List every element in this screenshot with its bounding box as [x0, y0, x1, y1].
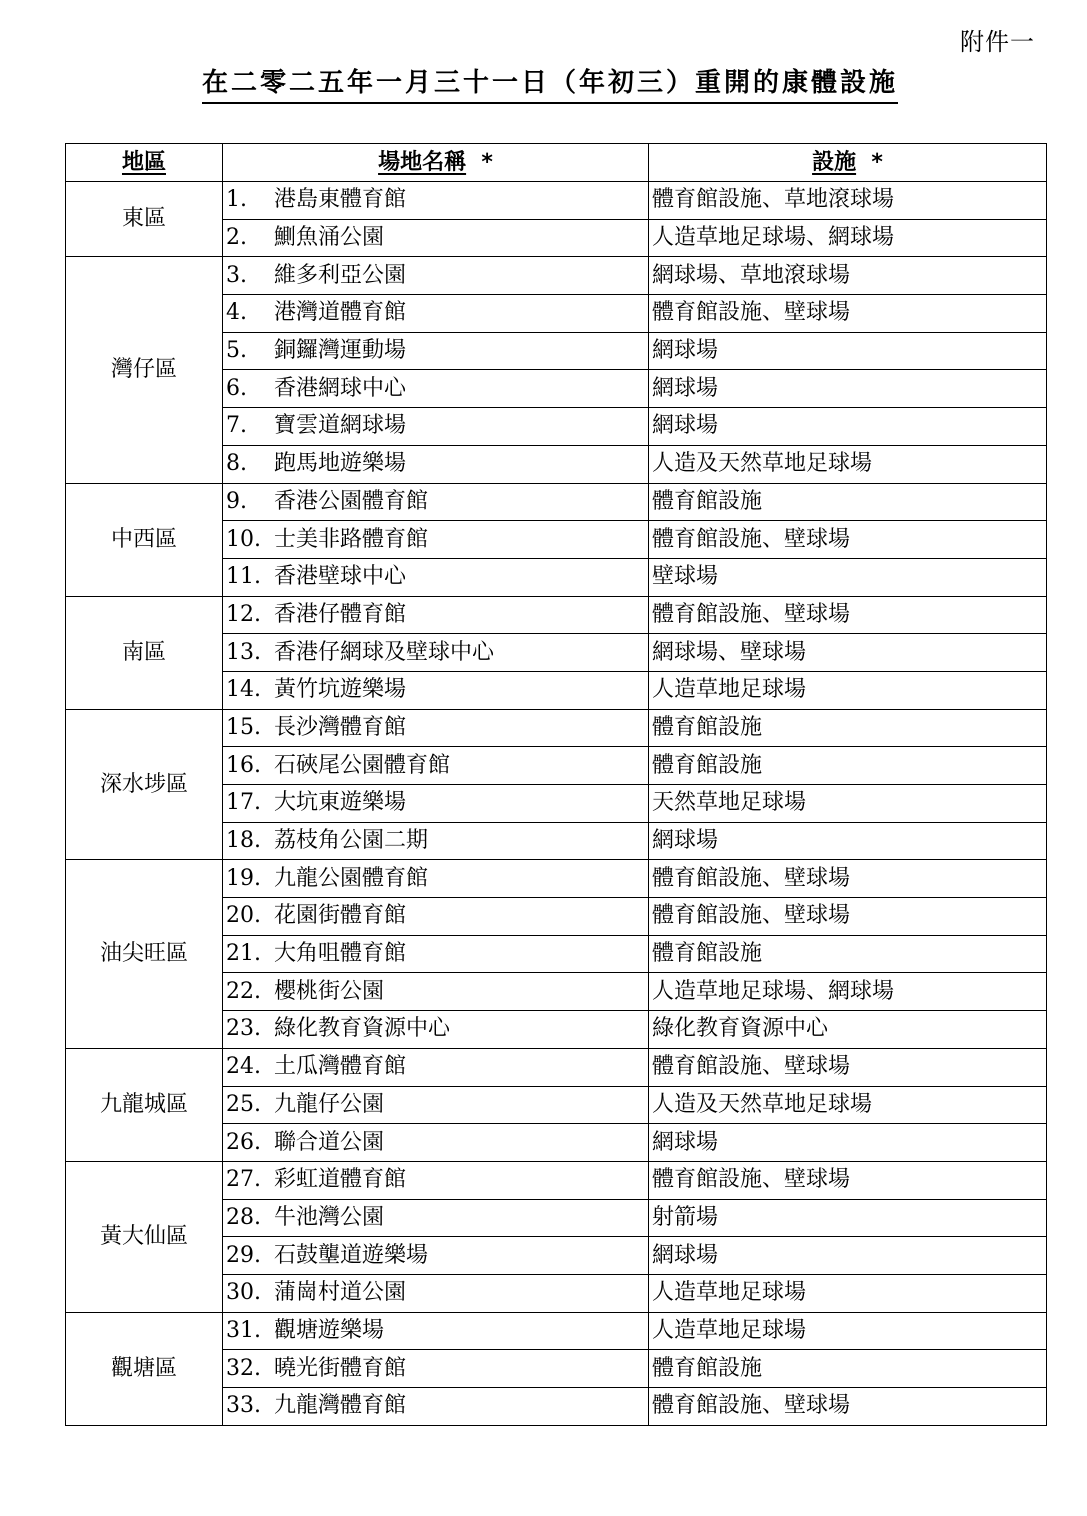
venue-cell	[223, 935, 649, 973]
row-number: 24.	[226, 1054, 261, 1080]
row-number: 6.	[226, 375, 247, 401]
venue-cell	[223, 860, 649, 898]
venue-cell	[223, 1124, 649, 1162]
table-body	[66, 182, 1047, 1426]
row-number: 14.	[226, 677, 261, 703]
district-cell: 東區	[66, 182, 223, 257]
row-number: 31.	[226, 1317, 261, 1343]
venue-cell	[223, 709, 649, 747]
header-facility-label: 設施	[812, 149, 857, 175]
facility-cell: 人造草地足球場、網球場	[649, 973, 1047, 1011]
facility-cell: 體育館設施、壁球場	[649, 521, 1047, 559]
row-number: 25.	[226, 1091, 261, 1117]
table-row	[66, 596, 1047, 634]
venue-name: 土瓜灣體育館	[274, 1054, 407, 1080]
row-number: 8.	[226, 451, 247, 477]
venue-name: 港島東體育館	[274, 187, 407, 213]
facility-cell: 人造及天然草地足球場	[649, 445, 1047, 483]
venue-cell	[223, 671, 649, 709]
document-title-text: 在二零二五年一月三十一日（年初三）重開的康體設施	[202, 68, 898, 104]
facility-cell: 壁球場	[649, 558, 1047, 596]
venue-name: 石硤尾公園體育館	[274, 752, 451, 778]
facility-cell: 體育館設施、草地滾球場	[649, 182, 1047, 220]
venue-cell	[223, 1388, 649, 1426]
facility-cell: 體育館設施	[649, 747, 1047, 785]
venue-name: 九龍公園體育館	[274, 865, 429, 891]
facility-cell: 人造草地足球場、網球場	[649, 219, 1047, 257]
venue-cell	[223, 1086, 649, 1124]
row-number: 20.	[226, 903, 261, 929]
venue-cell	[223, 521, 649, 559]
facility-cell: 射箭場	[649, 1199, 1047, 1237]
row-number: 33.	[226, 1393, 261, 1419]
facility-cell: 人造草地足球場	[649, 1274, 1047, 1312]
facility-cell: 網球場	[649, 408, 1047, 446]
row-number: 28.	[226, 1204, 261, 1230]
district-cell: 深水埗區	[66, 709, 223, 860]
facility-cell: 體育館設施	[649, 935, 1047, 973]
facility-cell: 體育館設施、壁球場	[649, 1388, 1047, 1426]
venue-name: 香港公園體育館	[274, 488, 429, 514]
venue-cell	[223, 219, 649, 257]
venue-name: 跑馬地遊樂場	[274, 451, 407, 477]
venue-name: 九龍灣體育館	[274, 1393, 407, 1419]
facility-cell: 網球場、壁球場	[649, 634, 1047, 672]
venue-name: 九龍仔公園	[274, 1091, 385, 1117]
row-number: 29.	[226, 1242, 261, 1268]
header-venue-label: 場地名稱	[378, 149, 467, 175]
venue-cell	[223, 370, 649, 408]
row-number: 26.	[226, 1129, 261, 1155]
row-number: 32.	[226, 1355, 261, 1381]
facility-cell: 體育館設施、壁球場	[649, 1048, 1047, 1086]
facilities-table	[65, 143, 1047, 1426]
venue-name: 銅鑼灣運動場	[274, 338, 407, 364]
facility-cell: 體育館設施、壁球場	[649, 596, 1047, 634]
header-facility-asterisk: *	[871, 149, 883, 175]
table-row	[66, 182, 1047, 220]
row-number: 16.	[226, 752, 261, 778]
venue-name: 港灣道體育館	[274, 300, 407, 326]
header-district-label: 地區	[121, 149, 166, 175]
facility-cell: 網球場	[649, 1237, 1047, 1275]
venue-name: 黃竹坑遊樂場	[274, 677, 407, 703]
annex-label: 附件一	[960, 28, 1035, 56]
row-number: 15.	[226, 714, 261, 740]
venue-name: 大坑東遊樂場	[274, 790, 407, 816]
venue-cell	[223, 295, 649, 333]
venue-cell	[223, 822, 649, 860]
table-row	[66, 709, 1047, 747]
district-cell: 九龍城區	[66, 1048, 223, 1161]
venue-name: 荔枝角公園二期	[274, 828, 429, 854]
venue-cell	[223, 1011, 649, 1049]
venue-name: 觀塘遊樂場	[274, 1317, 385, 1343]
facility-cell: 網球場	[649, 332, 1047, 370]
header-district	[66, 144, 223, 182]
facility-cell: 網球場	[649, 370, 1047, 408]
venue-cell	[223, 408, 649, 446]
venue-name: 石鼓壟道遊樂場	[274, 1242, 429, 1268]
facility-cell: 體育館設施、壁球場	[649, 860, 1047, 898]
row-number: 22.	[226, 978, 261, 1004]
facility-cell: 人造及天然草地足球場	[649, 1086, 1047, 1124]
venue-cell	[223, 1237, 649, 1275]
venue-name: 香港壁球中心	[274, 564, 407, 590]
facility-cell: 綠化教育資源中心	[649, 1011, 1047, 1049]
venue-cell	[223, 747, 649, 785]
venue-cell	[223, 1199, 649, 1237]
row-number: 7.	[226, 413, 247, 439]
facility-cell: 人造草地足球場	[649, 671, 1047, 709]
row-number: 30.	[226, 1280, 261, 1306]
venue-cell	[223, 483, 649, 521]
venue-cell	[223, 445, 649, 483]
facility-cell: 體育館設施	[649, 483, 1047, 521]
venue-cell	[223, 332, 649, 370]
table-row	[66, 257, 1047, 295]
venue-name: 聯合道公園	[274, 1129, 385, 1155]
row-number: 12.	[226, 601, 261, 627]
venue-cell	[223, 898, 649, 936]
row-number: 18.	[226, 828, 261, 854]
venue-name: 鰂魚涌公園	[274, 225, 385, 251]
venue-name: 彩虹道體育館	[274, 1167, 407, 1193]
facility-cell: 網球場、草地滾球場	[649, 257, 1047, 295]
district-cell: 油尖旺區	[66, 860, 223, 1048]
table-row	[66, 860, 1047, 898]
facility-cell: 體育館設施	[649, 709, 1047, 747]
facility-cell: 體育館設施、壁球場	[649, 1161, 1047, 1199]
venue-name: 士美非路體育館	[274, 526, 429, 552]
table-header-row	[66, 144, 1047, 182]
district-cell: 觀塘區	[66, 1312, 223, 1425]
facility-cell: 網球場	[649, 822, 1047, 860]
row-number: 11.	[226, 564, 261, 590]
venue-cell	[223, 182, 649, 220]
row-number: 4.	[226, 300, 247, 326]
document-title	[0, 62, 1087, 99]
facility-cell: 人造草地足球場	[649, 1312, 1047, 1350]
venue-name: 蒲崗村道公園	[274, 1280, 407, 1306]
venue-name: 維多利亞公園	[274, 262, 407, 288]
row-number: 17.	[226, 790, 261, 816]
facility-cell: 網球場	[649, 1124, 1047, 1162]
header-venue	[223, 144, 649, 182]
facility-cell: 天然草地足球場	[649, 785, 1047, 823]
venue-name: 寶雲道網球場	[274, 413, 407, 439]
venue-name: 櫻桃街公園	[274, 978, 385, 1004]
district-cell: 南區	[66, 596, 223, 709]
row-number: 2.	[226, 225, 247, 251]
row-number: 10.	[226, 526, 261, 552]
venue-cell	[223, 1274, 649, 1312]
venue-name: 牛池灣公園	[274, 1204, 385, 1230]
row-number: 19.	[226, 865, 261, 891]
venue-name: 曉光街體育館	[274, 1355, 407, 1381]
facility-cell: 體育館設施、壁球場	[649, 898, 1047, 936]
table-row	[66, 1312, 1047, 1350]
row-number: 23.	[226, 1016, 261, 1042]
district-cell: 灣仔區	[66, 257, 223, 483]
facility-cell: 體育館設施	[649, 1350, 1047, 1388]
row-number: 9.	[226, 488, 247, 514]
venue-cell	[223, 1350, 649, 1388]
venue-cell	[223, 558, 649, 596]
row-number: 5.	[226, 338, 247, 364]
table-row	[66, 1161, 1047, 1199]
row-number: 27.	[226, 1167, 261, 1193]
venue-name: 香港仔網球及壁球中心	[274, 639, 495, 665]
venue-cell	[223, 973, 649, 1011]
venue-name: 綠化教育資源中心	[274, 1016, 451, 1042]
venue-cell	[223, 1048, 649, 1086]
venue-cell	[223, 1312, 649, 1350]
venue-cell	[223, 257, 649, 295]
venue-name: 長沙灣體育館	[274, 714, 407, 740]
venue-name: 香港仔體育館	[274, 601, 407, 627]
header-venue-asterisk: *	[481, 149, 493, 175]
district-cell: 黃大仙區	[66, 1161, 223, 1312]
venue-name: 花園街體育館	[274, 903, 407, 929]
table-row	[66, 483, 1047, 521]
row-number: 21.	[226, 941, 261, 967]
row-number: 1.	[226, 187, 247, 213]
venue-cell	[223, 634, 649, 672]
venue-cell	[223, 785, 649, 823]
header-facility	[649, 144, 1047, 182]
row-number: 3.	[226, 262, 247, 288]
district-cell: 中西區	[66, 483, 223, 596]
venue-cell	[223, 1161, 649, 1199]
table-row	[66, 1048, 1047, 1086]
venue-name: 香港網球中心	[274, 375, 407, 401]
facility-cell: 體育館設施、壁球場	[649, 295, 1047, 333]
row-number: 13.	[226, 639, 261, 665]
venue-cell	[223, 596, 649, 634]
venue-name: 大角咀體育館	[274, 941, 407, 967]
